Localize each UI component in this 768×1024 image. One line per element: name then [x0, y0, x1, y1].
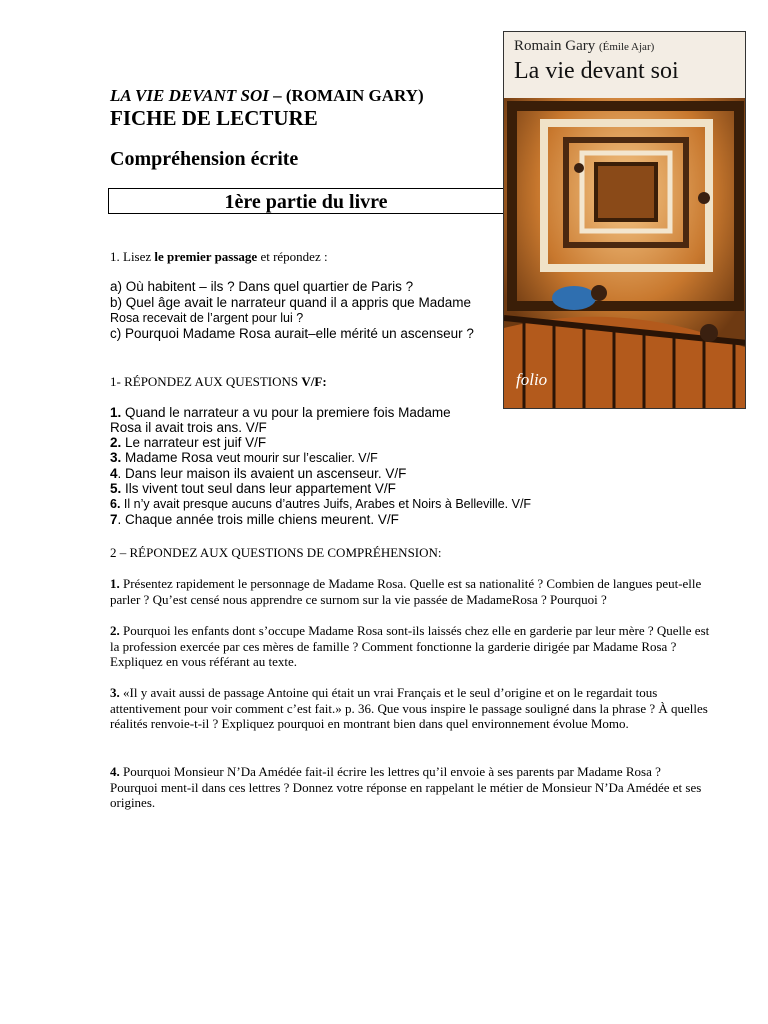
- comp-question-text: Pourquoi Monsieur N’Da Amédée fait-il écrire les lettres qu’il envoie à ses parents par Madame Rosa ? Pourquoi ment-il dans ces lettres ? Donnez votre réponse en rappelant le métier de Monsieur N’Da Amédée et ses origines.: [110, 764, 702, 811]
- book-title-italic: LA VIE DEVANT SOI: [110, 86, 269, 105]
- publisher-logo: folio: [516, 370, 548, 389]
- vf-item-num: 1.: [110, 405, 122, 420]
- vf-heading-prefix: 1- RÉPONDEZ AUX QUESTIONS: [110, 374, 302, 389]
- intro-q-prefix: 1. Lisez: [110, 249, 155, 264]
- vf-item-num: 3.: [110, 450, 122, 465]
- intro-q-bold: le premier passage: [154, 249, 258, 264]
- vf-item-text: Il n’y avait presque aucuns d’autres Juifs, Arabes et Noirs à Belleville. V/F: [120, 497, 532, 511]
- vf-item-text: Madame Rosa: [121, 450, 217, 465]
- vf-item: [110, 466, 406, 482]
- comp-question-text: Pourquoi les enfants dont s’occupe Madame Rosa sont-ils laissés chez elle en garderie par leur mère ? Quelle est la profession exercée par ces mères de famille ? Comment fonctionne la garderie dirigée par Madame Rosa ? Expliquez en vous référant au texte.: [110, 623, 710, 670]
- cover-title: La vie devant soi: [514, 58, 679, 84]
- figure-head: [574, 163, 584, 173]
- doc-title: FICHE DE LECTURE: [110, 106, 318, 130]
- vf-item: [110, 420, 267, 436]
- vf-item-text: Quand le narrateur a vu pour la premiere fois Madame: [121, 405, 451, 420]
- vf-item-text: Ils vivent tout seul dans leur appartement V/F: [121, 481, 396, 496]
- vf-heading-bold: V/F:: [301, 374, 327, 389]
- vf-item-text: . Dans leur maison ils avaient un ascenseur. V/F: [117, 466, 407, 481]
- intro-item-a: a) Où habitent – ils ? Dans quel quartier de Paris ?: [110, 279, 414, 294]
- vf-item: [110, 512, 399, 528]
- intro-q-suffix: et répondez :: [257, 249, 328, 264]
- author-label: – (ROMAIN GARY): [268, 86, 424, 105]
- vf-item: [110, 481, 396, 497]
- vf-item-num: 2.: [110, 435, 122, 450]
- intro-question: [110, 249, 328, 265]
- comp-question-text: Présentez rapidement le personnage de Madame Rosa. Quelle est sa nationalité ? Combien de langues peut-elle parler ? Qu’est censé nous apprendre ce surnom sur la vie passée de MadameRosa ? Pourquoi ?: [110, 576, 702, 607]
- intro-item-b1: b) Quel âge avait le narrateur quand il a appris que Madame: [110, 295, 471, 310]
- comp-question-num: 4.: [110, 764, 120, 779]
- comp-question-num: 1.: [110, 576, 120, 591]
- stair-center: [596, 164, 656, 220]
- comp-question-4: [110, 764, 710, 811]
- comp-question-3: [110, 685, 710, 732]
- intro-item-c: c) Pourquoi Madame Rosa aurait–elle mérité un ascenseur ?: [110, 326, 474, 341]
- figure-head: [700, 324, 718, 342]
- vf-item-text: Le narrateur est juif V/F: [121, 435, 267, 450]
- comp-question-2: [110, 623, 710, 670]
- figure-head: [698, 192, 710, 204]
- cover-photo-stairwell: [504, 98, 746, 409]
- cover-author: [514, 38, 654, 55]
- intro-item-b2: Rosa recevait de l’argent pour lui ?: [110, 311, 304, 325]
- comp-heading: 2 – RÉPONDEZ AUX QUESTIONS DE COMPRÉHENSION:: [110, 545, 442, 560]
- vf-item-text: . Chaque année trois mille chiens meurent. V/F: [117, 512, 399, 527]
- figure-blue: [552, 286, 596, 310]
- comp-question-1: [110, 576, 710, 607]
- vf-heading: [110, 374, 327, 390]
- doc-header-line: [110, 86, 424, 106]
- vf-item: [110, 497, 531, 513]
- vf-item-num: 5.: [110, 481, 122, 496]
- comp-question-num: 2.: [110, 623, 120, 638]
- part-box: 1ère partie du livre: [108, 188, 504, 214]
- comp-question-num: 3.: [110, 685, 120, 700]
- vf-item: [110, 405, 451, 421]
- comp-question-text: «Il y avait aussi de passage Antoine qui était un vrai Français et le seul d’origine et on le regardait tous attentivement pour voir comment c’est fait.» p. 36. Que vous inspire le passage souligné dans la phrase ? À quelles réalités renvoie-t-il ? Expliquez pourquoi en montrant bien dans quel environnement évolue Momo.: [110, 685, 708, 732]
- vf-item-text: veut mourir sur l’escalier. V/F: [216, 451, 378, 465]
- vf-item: [110, 435, 266, 451]
- cover-author-name: Romain Gary: [514, 38, 596, 54]
- vf-item-text: Rosa il avait trois ans. V/F: [110, 420, 267, 435]
- vf-item-num: 6.: [110, 497, 121, 511]
- cover-author-alt: (Émile Ajar): [598, 41, 655, 53]
- vf-item-num: 7: [110, 512, 118, 527]
- vf-item-num: 4: [110, 466, 118, 481]
- vf-item: [110, 450, 378, 467]
- figure-head: [591, 285, 607, 301]
- doc-subtitle: Compréhension écrite: [110, 148, 299, 170]
- book-cover: [503, 31, 746, 409]
